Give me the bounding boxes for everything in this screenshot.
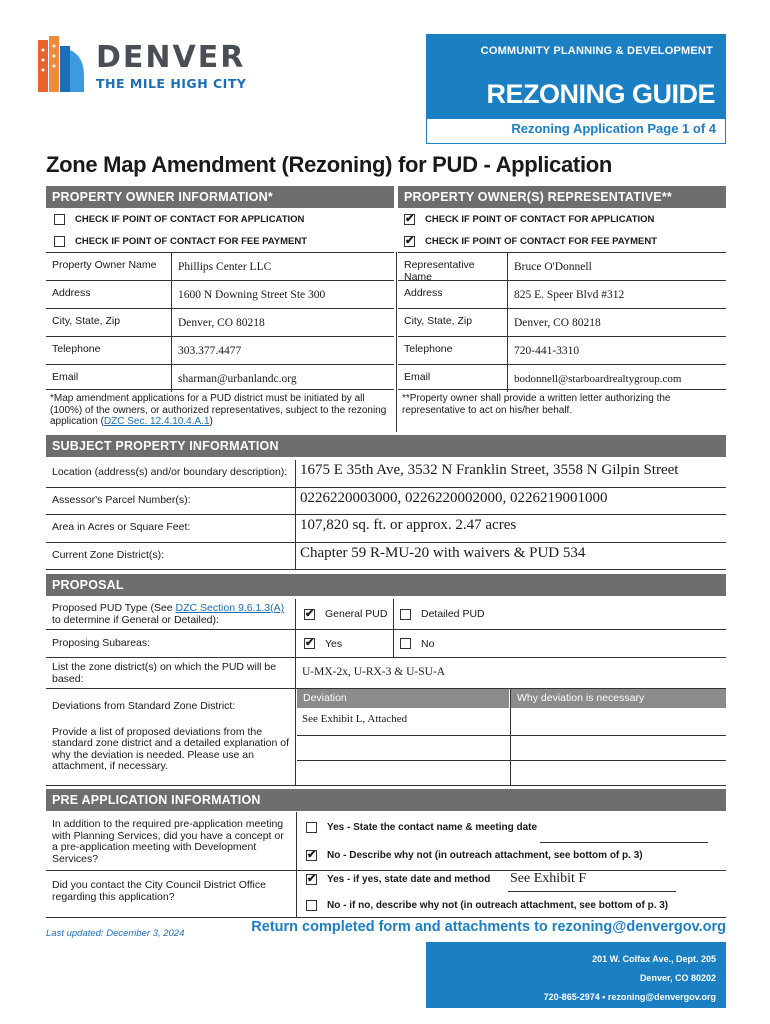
table-row: Area in Acres or Square Feet: 107,820 sq. ft. or approx. 2.47 acres (46, 514, 726, 542)
checkbox-icon[interactable] (54, 236, 65, 247)
table-row: Email bodonnell@starboardrealtygroup.com (398, 364, 726, 392)
subject-section-heading: SUBJECT PROPERTY INFORMATION (46, 435, 726, 457)
owner-fee-check[interactable]: CHECK IF POINT OF CONTACT FOR FEE PAYMENT (54, 231, 307, 251)
department-name: COMMUNITY PLANNING & DEVELOPMENT (480, 45, 713, 57)
rep-city-field[interactable]: Denver, CO 80218 (514, 317, 601, 329)
divider (46, 870, 726, 871)
contact-phone-email: 720-865-2974 • rezoning@denvergov.org (543, 992, 716, 1002)
table-row: Representative Name Bruce O'Donnell (398, 252, 726, 280)
table-row: Telephone 303.377.4477 (46, 336, 394, 364)
table-row: City, State, Zip Denver, CO 80218 (398, 308, 726, 336)
answer-line (508, 891, 676, 892)
checkbox-checked-icon[interactable]: ✔ (307, 873, 317, 885)
rep-phone-field[interactable]: 720-441-3310 (514, 345, 580, 357)
deviation-column-header: Deviation (297, 689, 509, 708)
contact-box (426, 942, 726, 1008)
table-row: List the zone district(s) on which the PUD will be based: U-MX-2x, U-RX-3 & U-SU-A (46, 657, 726, 688)
last-updated: Last updated: December 3, 2024 (46, 928, 185, 939)
table-row: Property Owner Name Phillips Center LLC (46, 252, 394, 280)
q2-yes-field[interactable]: See Exhibit F (510, 871, 587, 886)
parcel-number-field[interactable]: 0226220003000, 0226220002000, 0226219001000 (300, 490, 608, 506)
owner-section-heading: PROPERTY OWNER INFORMATION* (46, 186, 394, 208)
q2-no-option[interactable]: No - if no, describe why not (in outreach attachment, see bottom of p. 3) (306, 900, 668, 911)
subareas-no-option[interactable]: No (394, 630, 434, 657)
checkbox-icon[interactable] (400, 638, 411, 649)
divider (510, 689, 511, 786)
checkbox-icon[interactable] (306, 900, 317, 911)
dzc-section-link[interactable]: DZC Section 9.6.1.3(A) (175, 602, 285, 614)
denver-logo (38, 36, 258, 96)
owner-table (46, 252, 394, 390)
return-instructions: Return completed form and attachments to rezoning@denvergov.org (251, 919, 726, 935)
rep-name-field[interactable]: Bruce O'Donnell (514, 261, 592, 273)
zone-list-field[interactable]: U-MX-2x, U-RX-3 & U-SU-A (302, 666, 446, 678)
divider (297, 735, 726, 736)
divider (297, 760, 726, 761)
table-row: City, State, Zip Denver, CO 80218 (46, 308, 394, 336)
answer-line (540, 842, 708, 843)
owner-contact-check[interactable]: CHECK IF POINT OF CONTACT FOR APPLICATION (54, 209, 304, 229)
rep-contact-check[interactable]: ✔ CHECK IF POINT OF CONTACT FOR APPLICATION (405, 212, 655, 225)
dzc-link[interactable]: DZC Sec. 12.4.10.4.A.1 (103, 416, 210, 427)
q1-yes-option[interactable]: Yes - State the contact name & meeting date (306, 822, 537, 833)
contact-address: 201 W. Colfax Ave., Dept. 205 (592, 954, 716, 964)
owner-phone-field[interactable]: 303.377.4477 (178, 345, 242, 357)
rep-section-heading: PROPERTY OWNER(S) REPRESENTATIVE** (398, 186, 726, 208)
denver-logo-icon (38, 36, 86, 96)
checkbox-icon[interactable] (400, 609, 411, 620)
rep-note: **Property owner shall provide a written letter authorizing the representative to act on his/her behalf. (402, 393, 671, 416)
rep-table (398, 252, 726, 390)
table-row: Telephone 720-441-3310 (398, 336, 726, 364)
general-pud-option[interactable]: ✔ General PUD (296, 599, 394, 629)
table-row: Email sharman@urbanlandc.org (46, 364, 394, 392)
table-row (46, 599, 726, 629)
detailed-pud-option[interactable]: Detailed PUD (394, 599, 485, 629)
deviation-field[interactable]: See Exhibit L, Attached (302, 713, 408, 725)
rep-address-field[interactable]: 825 E. Speer Blvd #312 (514, 289, 625, 301)
divider (296, 812, 297, 917)
guide-title: REZONING GUIDE (486, 79, 715, 109)
deviations-row: Deviations from Standard Zone District: Provide a list of proposed deviations from the standard zone district and a detailed explanation of why the deviation is needed. Please use an attachment, if necessary. (46, 688, 726, 786)
checkbox-checked-icon[interactable]: ✔ (305, 637, 315, 649)
page-title: Zone Map Amendment (Rezoning) for PUD - Application (46, 152, 613, 177)
contact-city: Denver, CO 80202 (639, 973, 716, 983)
proposal-section-heading: PROPOSAL (46, 574, 726, 596)
checkbox-icon[interactable] (306, 822, 317, 833)
subareas-yes-option[interactable]: ✔ Yes (296, 630, 394, 657)
owner-email-field[interactable]: sharman@urbanlandc.org (178, 373, 297, 385)
owner-address-field[interactable]: 1600 N Downing Street Ste 300 (178, 289, 326, 301)
table-row: Proposing Subareas: ✔ Yes No (46, 629, 726, 657)
table-row: Address 825 E. Speer Blvd #312 (398, 280, 726, 308)
owner-note: *Map amendment applications for a PUD district must be initiated by all (100%) of the owners, or authorized representatives, subject to the rezoning application (DZC Sec. 12.4.10.4.A.1) (50, 393, 387, 427)
q2-yes-option[interactable]: ✔ Yes - if yes, state date and method (307, 873, 491, 885)
page-label: Rezoning Application Page 1 of 4 (511, 121, 716, 136)
pud-type-label: Proposed PUD Type (See DZC Section 9.6.1.3(A) to determine if General or Detailed): (46, 599, 296, 629)
owner-city-field[interactable]: Denver, CO 80218 (178, 317, 265, 329)
table-row: Assessor's Parcel Number(s): 0226220003000, 0226220002000, 0226219001000 (46, 487, 726, 514)
table-row: Address 1600 N Downing Street Ste 300 (46, 280, 394, 308)
table-row: Current Zone District(s): Chapter 59 R-MU-20 with waivers & PUD 534 (46, 542, 726, 570)
logo-tagline: THE MILE HIGH CITY (96, 76, 247, 91)
pre-app-question-1: In addition to the required pre-application meeting with Planning Services, did you have a concept or a pre-application meeting with Development Services? (52, 818, 284, 865)
zone-district-field[interactable]: Chapter 59 R-MU-20 with waivers & PUD 534 (300, 545, 586, 561)
table-row: Location (address(s) and/or boundary description): 1675 E 35th Ave, 3532 N Franklin Street, 3558 N Gilpin Street (46, 460, 726, 487)
checkbox-checked-icon[interactable]: ✔ (405, 212, 415, 225)
location-field[interactable]: 1675 E 35th Ave, 3532 N Franklin Street, 3558 N Gilpin Street (300, 462, 679, 478)
checkbox-icon[interactable] (54, 214, 65, 225)
checkbox-checked-icon[interactable]: ✔ (405, 234, 415, 247)
rep-email-field[interactable]: bodonnell@starboardrealtygroup.com (514, 373, 682, 385)
checkbox-checked-icon[interactable]: ✔ (307, 849, 317, 861)
q1-no-option[interactable]: ✔ No - Describe why not (in outreach attachment, see bottom of p. 3) (307, 849, 643, 861)
why-column-header: Why deviation is necessary (511, 689, 726, 708)
area-field[interactable]: 107,820 sq. ft. or approx. 2.47 acres (300, 517, 517, 533)
owner-name-field[interactable]: Phillips Center LLC (178, 261, 272, 273)
logo-word: DENVER (96, 40, 246, 75)
pre-app-section-heading: PRE APPLICATION INFORMATION (46, 789, 726, 811)
rep-fee-check[interactable]: ✔ CHECK IF POINT OF CONTACT FOR FEE PAYMENT (405, 234, 658, 247)
pre-app-question-2: Did you contact the City Council District Office regarding this application? (52, 879, 266, 903)
divider (396, 252, 397, 432)
checkbox-checked-icon[interactable]: ✔ (305, 607, 315, 620)
